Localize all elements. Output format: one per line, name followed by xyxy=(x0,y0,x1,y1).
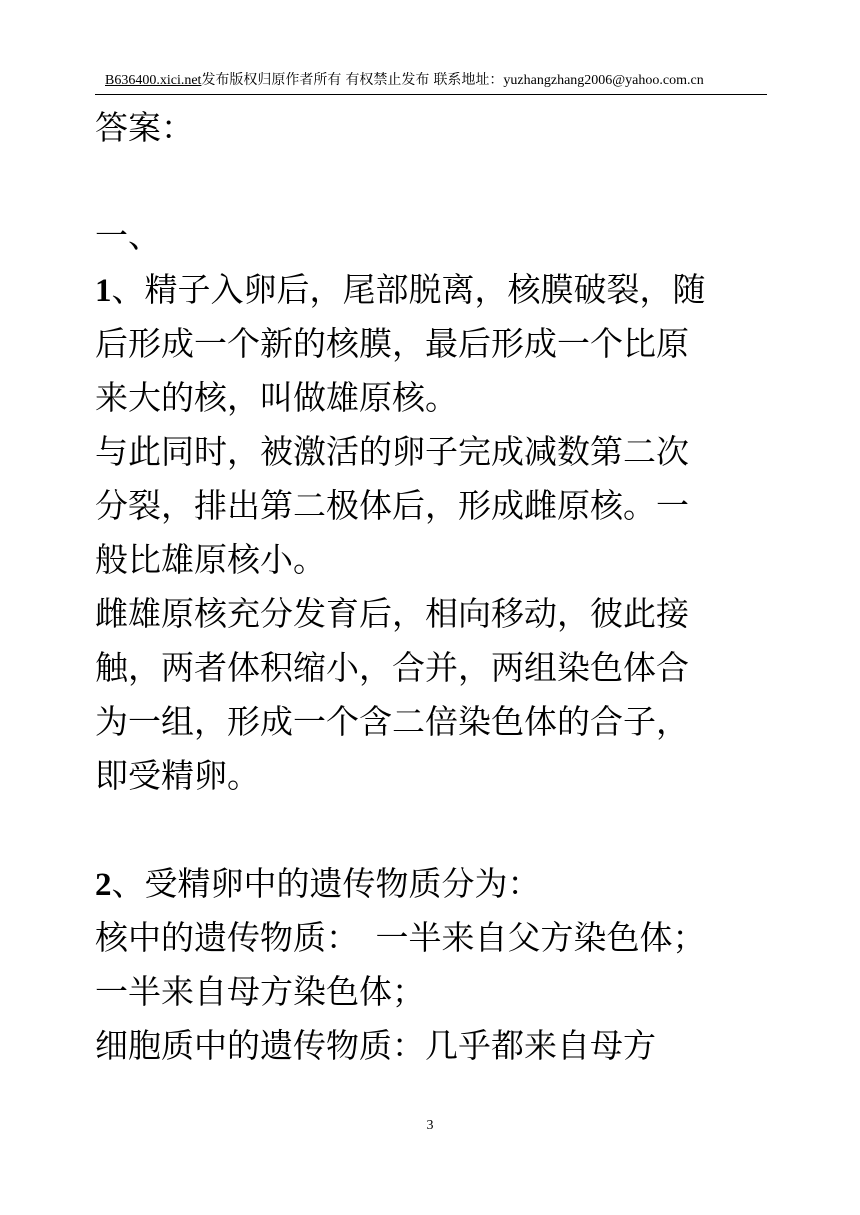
item2-line: 2、受精卵中的遗传物质分为： xyxy=(95,864,541,903)
answer-title: 答案： xyxy=(95,108,194,147)
item2-line: 核中的遗传物质： 一半来自父方染色体； xyxy=(95,918,706,957)
spacer xyxy=(95,803,770,857)
item1-line: 分裂，排出第二极体后，形成雌原核。一 xyxy=(95,486,689,525)
spacer xyxy=(95,155,770,209)
item1-line: 来大的核，叫做雄原核。 xyxy=(95,378,458,417)
item1-line: 般比雄原核小。 xyxy=(95,540,326,579)
page-header xyxy=(95,72,767,95)
item1-line: 即受精卵。 xyxy=(95,756,260,795)
page-content xyxy=(95,101,770,1073)
item2-line: 细胞质中的遗传物质：几乎都来自母方 xyxy=(95,1026,656,1065)
item1-line: 1、精子入卵后，尾部脱离，核膜破裂，随 xyxy=(95,270,706,309)
item1-line: 后形成一个新的核膜，最后形成一个比原 xyxy=(95,324,689,363)
header-site-link[interactable]: B636400.xici.net xyxy=(105,73,202,88)
section-heading: 一、 xyxy=(95,216,161,255)
page-number: 3 xyxy=(426,1118,434,1133)
item1-number: 1 xyxy=(95,273,112,309)
item1-line: 触，两者体积缩小，合并，两组染色体合 xyxy=(95,648,689,687)
header-contact: 联系地址：yuzhangzhang2006@yahoo.com.cn xyxy=(433,73,704,88)
item1-line: 与此同时，被激活的卵子完成减数第二次 xyxy=(95,432,689,471)
item2-number: 2 xyxy=(95,867,112,903)
header-copyright: 发布版权归原作者所有 xyxy=(201,73,342,88)
header-prohibit: 有权禁止发布 xyxy=(345,73,430,88)
item1-line: 雌雄原核充分发育后，相向移动，彼此接 xyxy=(95,594,689,633)
item2-line: 一半来自母方染色体； xyxy=(95,972,425,1011)
item1-line: 为一组，形成一个含二倍染色体的合子， xyxy=(95,702,689,741)
